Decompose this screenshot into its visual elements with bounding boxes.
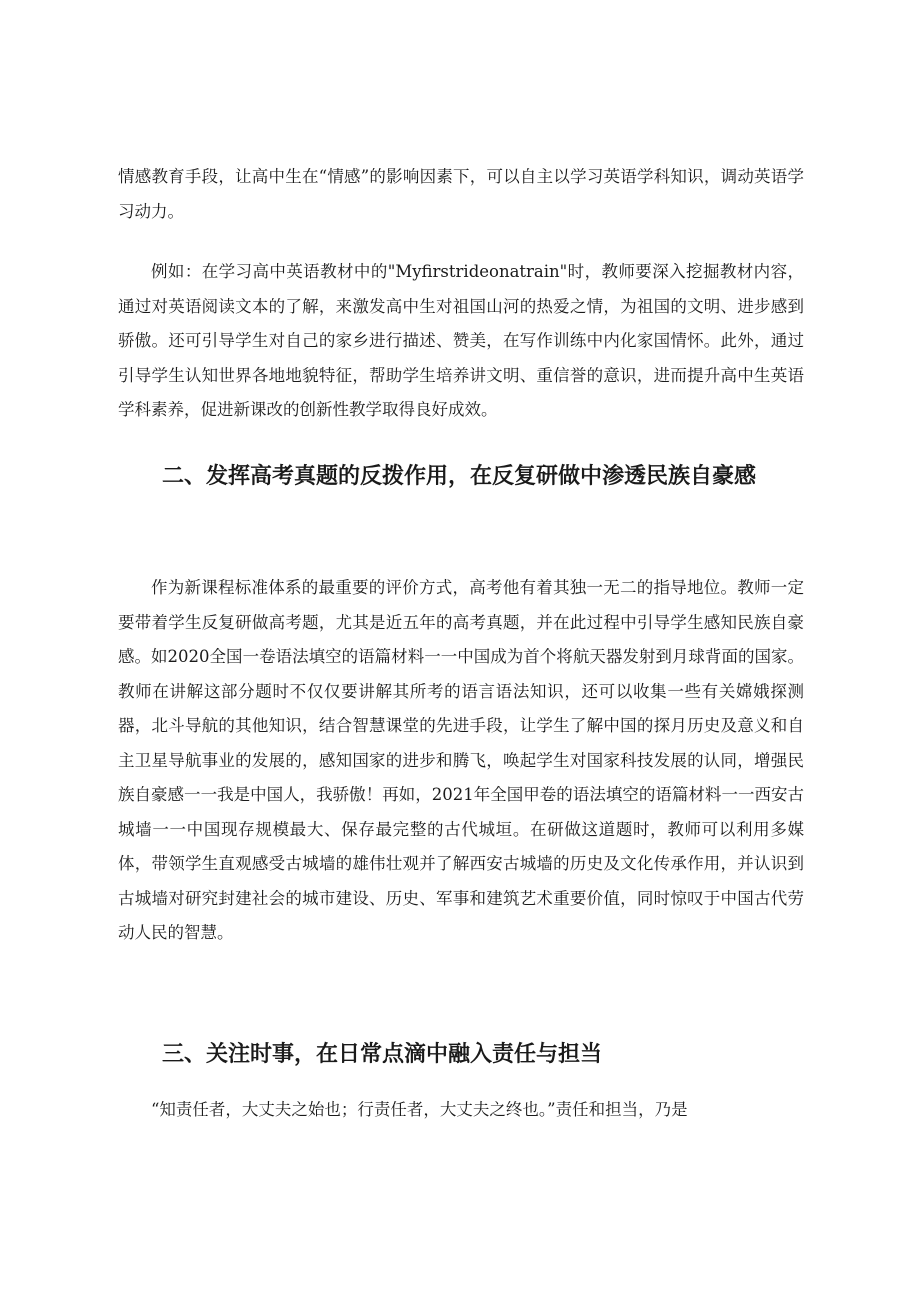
paragraph-gaokao: 作为新课程标准体系的最重要的评价方式，高考他有着其独一无二的指导地位。教师一定要带着学生反复研做高考题，尤其是近五年的高考真题，并在此过程中引导学生感知民族自豪感。如2020全国一卷语法填空的语篇材料一一中国成为首个将航天器发射到月球背面的国家。教师在讲解这部分题时不仅仅要讲解其所考的语言语法知识，还可以收集一些有关嫦娥探测器，北斗导航的其他知识，结合智慧课堂的先进手段，让学生了解中国的探月历史及意义和自主卫星导航事业的发展的，感知国家的进步和腾飞，唤起学生对国家科技发展的认同，增强民族自豪感一一我是中国人，我骄傲！再如，2021年全国甲卷的语法填空的语篇材料一一西安古城墙一一中国现存规模最大、保存最完整的古代城垣。在研做这道题时，教师可以利用多媒体，带领学生直观感受古城墙的雄伟壮观并了解西安古城墙的历史及文化传承作用，并认识到古城墙对研究封建社会的城市建设、历史、军事和建筑艺术重要价值，同时惊叹于中国古代劳动人民的智慧。 <box>118 578 804 942</box>
paragraph-continuation: 情感教育手段，让高中生在“情感”的影响因素下，可以自主以学习英语学科知识，调动英语学习动力。 <box>118 167 804 221</box>
paragraph-example: 例如：在学习高中英语教材中的"Myfirstrideonatrain"时，教师要深入挖掘教材内容，通过对英语阅读文本的了解，来激发高中生对祖国山河的热爱之情，为祖国的文明、进步感到骄傲。还可引导学生对自己的家乡进行描述、赞美，在写作训练中内化家国情怀。此外，通过引导学生认知世界各地地貌特征，帮助学生培养讲文明、重信誉的意识，进而提升高中生英语学科素养，促进新课改的创新性教学取得良好成效。 <box>118 262 804 419</box>
section-heading-2: 二、发挥高考真题的反拨作用，在反复研做中渗透民族自豪感 <box>162 463 757 489</box>
paragraph-responsibility: “知责任者，大丈夫之始也；行责任者，大丈夫之终也。”责任和担当，乃是 <box>151 1100 688 1119</box>
section-heading-3: 三、关注时事，在日常点滴中融入责任与担当 <box>162 1041 603 1067</box>
